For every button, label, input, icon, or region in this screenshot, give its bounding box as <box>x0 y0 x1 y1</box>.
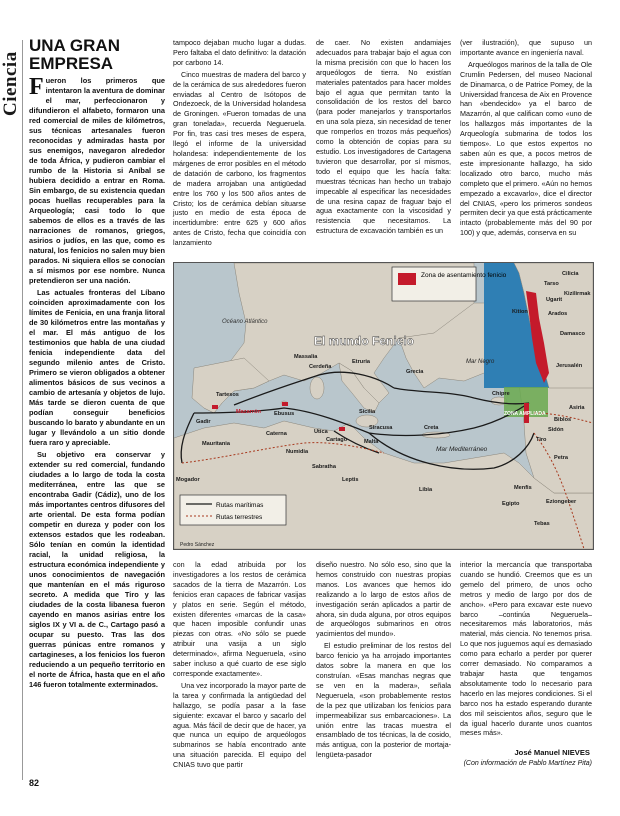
map-place-label: Menfis <box>514 485 532 491</box>
column-4-top-paragraph: Arqueólogos marinos de la talla de Ole Crumlin Pedersen, del museo Nacional de Dinamarca, o de Patrice Pomey, de la Universidad francesa de Aix en Provence han «bendecido» ya el barco de Mazarrón, al que califican como «uno de los hallazgos más importantes de la Arqueología submarina de todos los tiempos». Lo que estos expertos no saben aún es que, a pocos metros de este impresionante hallazgo, ha sido localizado otro barco, mucho más completo que el primero. «Aún no hemos empezado a excavarlo», dice el director del CNIAS, «pero los primeros sondeos permiten decir ya que está prácticamente intacto (probablemente más del 90 por 100) y que, además, conserva en su <box>460 59 592 238</box>
column-3-bottom <box>316 560 451 762</box>
map-place-label: Malta <box>364 439 379 445</box>
route-legend-land-label: Rutas terrestres <box>216 514 263 521</box>
zone-legend-line-1: Zona de asentamiento fenicio <box>421 272 507 279</box>
column-3-top-paragraph: de caer. No existen andamiajes adecuados para trabajar bajo el agua con la misma precisión con que lo hacen los arqueólogos de tierra. No existían materiales patentados para hacer moldes bajo el agua que permitan tanto la consolidación de los restos del barco (para poder manejarlos y transportarlos en una sola pieza, sin necesidad de tener que romperlos en trozos más pequeños) como la obtención de copias para su estudio. Los investigadores de Cartagena tuvieron que desarrollar, por sí mismos, todo el equipo que les hacía falta: muestras técnicas han hecho un trabajo impecable al especificar las necesidades de una resina capaz de fraguar bajo el agua exactamente con la viscosidad y resistencia que necesitamos. La estructura de excavación también es un <box>316 38 451 236</box>
map-place-label: Tartesos <box>216 392 239 398</box>
map-place-label: Damasco <box>560 331 585 337</box>
map-place-label: Gadir <box>196 419 211 425</box>
map-place-label: Jerusalén <box>556 363 583 369</box>
lead-column <box>29 76 165 692</box>
map-place-label: Grecia <box>406 369 424 375</box>
map-place-label: Utica <box>314 429 328 435</box>
column-4-bottom <box>460 560 592 740</box>
lead-paragraph-2: Las actuales fronteras del Líbano coinciden aproximadamente con los límites de Fenicia, en una franja litoral de 30 kilómetros entre las montañas y el mar. El más antiguo de los testimonios que habla de una ciudad fenicia independiente data del segundo milenio antes de Cristo. Primero se vieron obligados a obtener alimentos básicos de sus vecinos a cambio de artesanía y objetos de lujo. Más tarde se dieron cuenta de que podían conseguir beneficios buscando lo barato y abundante en un lugar y llevándolo a un sitio donde fuera raro y apreciable. <box>29 288 165 447</box>
map-place-label: Libia <box>419 487 433 493</box>
lead-paragraph-1-text: ueron los primeros que intentaron la aventura de dominar el mar, perfeccionaron y difundieron el alfabeto, formaron una red comercial de miles de kilómetros, sus técnicas artesanales fueron reconocidas y admiradas hasta por sus enemigos, navegaron alrededor de toda África, y pudieron cambiar el rumbo de la Historia si Aníbal se hubiera decidido a entrar en Roma. Sin embargo, de su existencia quedan pocas huellas recuperables para la Arqueología; casi todo lo que sabemos de ellos es a través de las narraciones de romanos, griegos, asirios o judíos, en las que, como es natural, los fenicios no salen muy bien parados. Ni siquiera ellos se conocían a sí mismos por ese nombre. Nunca pretendieron ser una nación. <box>29 76 165 285</box>
map-place-label: Asiria <box>569 405 585 411</box>
column-2-top-paragraph: Cinco muestras de madera del barco y de la cerámica de sus alrededores fueron enviadas al Centro de Isótopos de Ondezoeck, de la Universidad holandesa de Groningen. «Fueron tomadas de una gran tonelada», recuerda Negueruela. Por fin, tras casi tres meses de espera, llegó el informe de la universidad holandesa: independientemente de los márgenes de error posibles en el método de datación de carbono, los fragmentos de madera arrojaban una antigüedad entre los 760 y los 500 años antes de Cristo; los de cerámica debían situarse justo en medio de esta época de incertidumbre: entre 625 y 600 años antes de Cristo, fecha que coincidía con lanzamiento <box>173 69 306 248</box>
map-credit: Pedro Sánchez <box>180 542 215 548</box>
map-place-label: Leptis <box>342 477 359 483</box>
map-place-label: Egipto <box>502 501 520 507</box>
map-black-sea-label: Mar Negro <box>466 359 495 365</box>
map-title: El mundo Fenicio <box>314 334 415 348</box>
map-island-sardinia <box>310 377 324 399</box>
zone-legend-swatch <box>398 273 416 285</box>
zone-cartago <box>339 427 345 431</box>
column-4-top-paragraph: (ver ilustración), que supuso un importante avance en ingeniería naval. <box>460 38 592 57</box>
map-place-label: Cerdeña <box>309 364 332 370</box>
column-4-top <box>460 38 592 240</box>
map-place-label: Kition <box>512 309 528 315</box>
drop-cap: F <box>29 74 44 100</box>
map-place-label: Siracusa <box>369 425 393 431</box>
column-4-bottom-paragraph: interior la mercancía que transportaba cuando se hundió. Creemos que es un gemelo del primero, de unos ocho metros y medio de largo por dos de ancho». «Pero para excavar este nuevo barco –continúa Negueruela– necesitaremos más laboratorios, más material, más ciencia. No tenemos prisa. Lo que nos juguemos aquí es demasiado como para echarlo a perder por querer correr demasiado. No comparamos a trabajar hasta que tengamos absolutamente todo lo necesario para hacerlo en las mejores condiciones. Si el barco nos ha estado esperando durante dos mil seiscientos años, seguro que le da igual hacerlo durante unos cuantos meses más». <box>460 560 592 738</box>
column-2-bottom-paragraph: Una vez incorporado la mayor parte de la tarea y confirmada la antigüedad del hallazgo, se podía pasar a la fase siguiente: excavar el barco y sacarlo del agua. Más fácil de decir que de hacer, ya que nunca un equipo de arqueólogos submarinos se había encontrado ante una situación parecida. El equipo del CNIAS tuvo que partir <box>173 680 306 770</box>
zone-legend-label <box>421 272 507 279</box>
map-place-label: Massalia <box>294 354 318 360</box>
section-rule <box>22 40 23 780</box>
route-legend-maritime-label: Rutas marítimas <box>216 502 264 509</box>
zona-ampliada-label: ZONA AMPLIADA <box>504 411 546 417</box>
author-credit: (Con información de Pablo Martínez Pita) <box>463 760 592 767</box>
map-place-label: Ugarit <box>546 297 563 303</box>
section-label <box>0 42 22 116</box>
map-place-label: Eziongeber <box>546 499 577 505</box>
map-place-label: Kizilirmak <box>564 291 591 297</box>
zone-gadir <box>212 405 218 409</box>
map-place-label: Sidón <box>548 427 564 433</box>
map-ocean-label: Océano Atlántico <box>222 319 268 325</box>
map-place-label: Petra <box>554 455 568 461</box>
map-place-label: Creta <box>424 425 439 431</box>
author-name: José Manuel NIEVES <box>514 748 590 757</box>
map-place-label: Tarso <box>544 281 559 287</box>
map-place-label: Mauritania <box>202 441 230 447</box>
map-place-label: Cilicia <box>562 271 579 277</box>
column-2-top <box>173 38 306 250</box>
lead-paragraph-3: Su objetivo era conservar y extender su red comercial, fundando ciudades a lo largo de toda la costa mediterránea, entre las que se encontraba Gadir (Cádiz), uno de los más importantes centros difusores del arte oriental. De esta forma podían competir en dureza y poder con los extensos estados que les rodeaban. Sólo tenían en común la identidad racial, la unidad religiosa, la estructura económica independiente y unos conocimientos de navegación que mantenían en el más riguroso secreto. A medida que Tiro y las ciudades de la costa libanesa fueron cayendo en manos asirias entre los siglos IX y VI a. de C., Cartago pasó a ocupar su puesto. Tras las dos guerras púnicas entre romanos y cartagineses, a los fenicios los fueron reduciendo a un pequeño territorio en el norte de África, hasta que en el año 146 fueron totalmente exterminados. <box>29 450 165 689</box>
column-3-bottom-paragraph: diseño nuestro. No sólo eso, sino que la hemos construido con nuestras propias manos. Los avances que hemos ido realizando a lo largo de estos años de investigación serán aplicados a partir de ahora, sin duda alguna, por otros equipos de arqueólogos submarinos en otros yacimientos del mundo». <box>316 560 451 639</box>
map-place-label: Sicilia <box>359 409 376 415</box>
column-3-bottom-paragraph: El estudio preliminar de los restos del barco fenicio ya ha arrojado importantes datos sobre la manera en que los construían. «Esas manchas negras que se ven en la madera», señala Negueruela, «son probablemente restos de la pez que utilizaban los fenicios para impermeabilizar sus embarcaciones». La unión entre las tracas muestra el ensamblado de tos técnicas, la de cosido, más antigua, con la posterior de mortaja-lengüeta-pasador <box>316 641 451 760</box>
map-place-label: Caterna <box>266 431 287 437</box>
phoenician-world-map <box>173 262 594 550</box>
map-place-label: Etruria <box>352 359 371 365</box>
lead-paragraph-1 <box>29 76 165 286</box>
map-place-label: Sabratha <box>312 464 336 470</box>
column-2-bottom <box>173 560 306 772</box>
map-place-label: Ebusus <box>274 411 295 417</box>
column-2-bottom-paragraph: con la edad atribuida por los investigadores a los restos de cerámica sacados de la tierra de Mazarrón. Los fenicios eran capaces de fabricar vasijas y platos en serie. Según el método, existen diferentes «marcas de la casa» que hacen imposible confundir unas piezas con otras. «No sólo se puede atribuir una vasija a un siglo determinado», afirma Negueruela, «sino saber incluso a qué cuarto de ese siglo corresponde exactamente». <box>173 560 306 678</box>
column-3-top <box>316 38 451 238</box>
page-number: 82 <box>29 778 40 788</box>
map-place-label: Mogador <box>176 477 200 483</box>
map-place-label: Tiro <box>536 437 547 443</box>
map-med-label: Mar Mediterráneo <box>436 446 488 453</box>
map-place-label: Tebas <box>534 521 550 527</box>
map-place-label: Chipre <box>492 391 510 397</box>
column-2-top-paragraph: tampoco dejaban mucho lugar a dudas. Pero faltaba el dato definitivo: la datación por carbono 14. <box>173 38 306 67</box>
map-place-label: Mazarrón <box>236 409 261 415</box>
map-place-label: Arados <box>548 311 568 317</box>
map-place-label: Biblos <box>554 417 572 423</box>
map-svg <box>174 263 593 549</box>
section-label-text: Ciencia <box>0 51 21 116</box>
article-title: UNA GRAN EMPRESA <box>29 36 120 73</box>
zone-ebusus <box>282 402 288 406</box>
map-place-label: Cartago <box>326 437 348 443</box>
map-place-label: Numidia <box>286 449 309 455</box>
